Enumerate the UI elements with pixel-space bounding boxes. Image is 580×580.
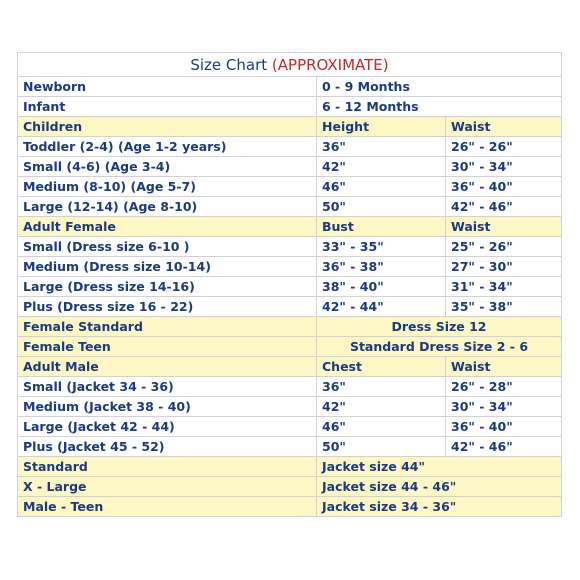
- chart-title: [18, 53, 562, 77]
- row-measure: 36" - 38": [317, 257, 446, 277]
- table-row: [18, 77, 562, 97]
- table-row: [18, 497, 562, 517]
- row-measure: Bust: [317, 217, 446, 237]
- row-measure: 50": [317, 197, 446, 217]
- row-label: Standard: [18, 457, 317, 477]
- row-label: Small (4-6) (Age 3-4): [18, 157, 317, 177]
- row-waist: 25" - 26": [446, 237, 562, 257]
- title-accent: (APPROXIMATE): [271, 55, 389, 74]
- table-row: [18, 277, 562, 297]
- table-row: [18, 177, 562, 197]
- row-label: Newborn: [18, 77, 317, 97]
- table-row: [18, 457, 562, 477]
- row-value: 6 - 12 Months: [317, 97, 562, 117]
- row-measure: 50": [317, 437, 446, 457]
- row-waist: Waist: [446, 117, 562, 137]
- row-label: Medium (Dress size 10-14): [18, 257, 317, 277]
- row-measure: Chest: [317, 357, 446, 377]
- row-waist: 36" - 40": [446, 417, 562, 437]
- table-row: [18, 117, 562, 137]
- table-row: [18, 317, 562, 337]
- row-value: Jacket size 34 - 36": [317, 497, 562, 517]
- row-label: Plus (Jacket 45 - 52): [18, 437, 317, 457]
- table-row: [18, 397, 562, 417]
- row-value: Dress Size 12: [317, 317, 562, 337]
- row-measure: 46": [317, 177, 446, 197]
- row-waist: 30" - 34": [446, 397, 562, 417]
- table-row: [18, 137, 562, 157]
- row-waist: 26" - 28": [446, 377, 562, 397]
- row-label: Infant: [18, 97, 317, 117]
- table-row: [18, 157, 562, 177]
- row-label: Adult Female: [18, 217, 317, 237]
- row-label: Medium (8-10) (Age 5-7): [18, 177, 317, 197]
- table-row: [18, 377, 562, 397]
- row-measure: 46": [317, 417, 446, 437]
- row-waist: 31" - 34": [446, 277, 562, 297]
- table-row: [18, 257, 562, 277]
- row-label: Large (Dress size 14-16): [18, 277, 317, 297]
- row-value: Standard Dress Size 2 - 6: [317, 337, 562, 357]
- table-row: [18, 437, 562, 457]
- size-rows: [18, 77, 562, 517]
- row-label: X - Large: [18, 477, 317, 497]
- row-measure: 42": [317, 397, 446, 417]
- row-value: 0 - 9 Months: [317, 77, 562, 97]
- row-label: Small (Dress size 6-10 ): [18, 237, 317, 257]
- row-waist: 36" - 40": [446, 177, 562, 197]
- row-waist: 30" - 34": [446, 157, 562, 177]
- row-measure: 38" - 40": [317, 277, 446, 297]
- row-waist: Waist: [446, 217, 562, 237]
- row-label: Children: [18, 117, 317, 137]
- row-measure: 42" - 44": [317, 297, 446, 317]
- table-row: [18, 297, 562, 317]
- row-waist: 42" - 46": [446, 437, 562, 457]
- row-label: Large (12-14) (Age 8-10): [18, 197, 317, 217]
- row-waist: Waist: [446, 357, 562, 377]
- row-label: Small (Jacket 34 - 36): [18, 377, 317, 397]
- size-chart-table: [17, 52, 562, 517]
- title-main: Size Chart: [190, 55, 272, 74]
- table-row: [18, 217, 562, 237]
- table-row: [18, 357, 562, 377]
- title-row: [18, 53, 562, 77]
- row-measure: 36": [317, 137, 446, 157]
- row-label: Large (Jacket 42 - 44): [18, 417, 317, 437]
- table-row: [18, 97, 562, 117]
- table-row: [18, 237, 562, 257]
- row-measure: 42": [317, 157, 446, 177]
- row-waist: 26" - 26": [446, 137, 562, 157]
- row-label: Medium (Jacket 38 - 40): [18, 397, 317, 417]
- row-label: Male - Teen: [18, 497, 317, 517]
- table-row: [18, 477, 562, 497]
- row-label: Female Standard: [18, 317, 317, 337]
- row-waist: 35" - 38": [446, 297, 562, 317]
- table-row: [18, 197, 562, 217]
- row-label: Toddler (2-4) (Age 1-2 years): [18, 137, 317, 157]
- row-value: Jacket size 44": [317, 457, 562, 477]
- row-value: Jacket size 44 - 46": [317, 477, 562, 497]
- row-waist: 42" - 46": [446, 197, 562, 217]
- row-waist: 27" - 30": [446, 257, 562, 277]
- table-row: [18, 337, 562, 357]
- row-measure: 36": [317, 377, 446, 397]
- table-row: [18, 417, 562, 437]
- row-measure: 33" - 35": [317, 237, 446, 257]
- row-measure: Height: [317, 117, 446, 137]
- row-label: Plus (Dress size 16 - 22): [18, 297, 317, 317]
- row-label: Adult Male: [18, 357, 317, 377]
- row-label: Female Teen: [18, 337, 317, 357]
